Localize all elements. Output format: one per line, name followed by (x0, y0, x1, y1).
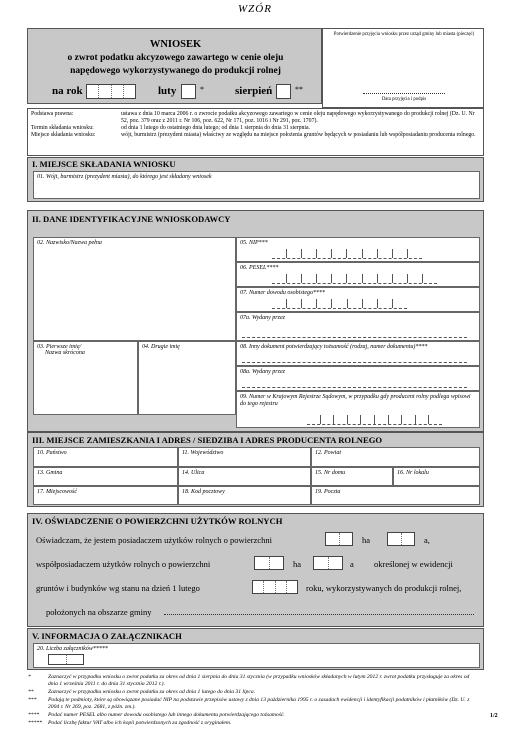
field-07a-line (242, 328, 467, 338)
section-3-title: III. MIEJSCE ZAMIESZKANIA I ADRES / SIEDZIBA I ADRES PRODUCENTA ROLNEGO (32, 435, 383, 445)
field-05-nip[interactable] (236, 237, 480, 262)
statement-line-2b: określonej w ewidencji (374, 559, 453, 569)
stamp-caption: Potwierdzenie przyjęcia wniosku przez urząd gminy lub miasta (pieczęć) (333, 32, 475, 37)
field-14-street[interactable] (178, 467, 311, 486)
stamp-dots (363, 93, 445, 94)
stamp-box (322, 28, 484, 108)
field-07-label: 07. Numer dowodu osobistego**** (240, 290, 326, 296)
statement-line-2: współposiadaczem użytków rolnych o powierzchni (36, 559, 211, 569)
owned-area-ha[interactable] (325, 532, 353, 546)
field-07a-issued-by[interactable] (236, 312, 480, 341)
field-02-label: 02. Nazwisko/Nazwa pełna (37, 240, 102, 246)
february-label: luty (158, 85, 177, 97)
coowned-ha-label: ha (293, 559, 302, 569)
statement-line-3b: roku, wykorzystywanych do produkcji rolnej, (306, 583, 462, 593)
form-title: WNIOSEK (149, 39, 202, 50)
footnote-5: Podać liczbę faktur VAT albo ich kopii potwierdzonych za zgodność z oryginałem. (48, 720, 232, 726)
february-checkbox[interactable] (181, 84, 196, 99)
field-05-boxes (272, 249, 422, 259)
field-11-voivodeship[interactable] (178, 447, 311, 467)
field-04-label: 04. Drugie imię (142, 344, 180, 350)
field-20-boxes (48, 654, 84, 665)
deadline-text: od dnia 1 lutego do ostatniego dnia lutego; od dnia 1 sierpnia do dnia 31 sierpnia. (121, 125, 311, 131)
form-subtitle-1: o zwrot podatku akcyzowego zawartego w cenie oleju (67, 53, 284, 63)
field-15-label: 15. Nr domu (315, 470, 346, 476)
field-06-boxes (272, 274, 437, 284)
field-13-label: 13. Gmina (37, 470, 63, 476)
field-01-municipality[interactable] (33, 171, 480, 199)
field-07-id-number[interactable] (236, 287, 480, 312)
field-11-label: 11. Województwo (182, 450, 224, 456)
field-17-label: 17. Miejscowość (37, 489, 77, 495)
field-08a-label: 08a. Wydany przez (240, 369, 285, 375)
owned-ha-label: ha (362, 535, 371, 545)
field-19-label: 19. Poczta (315, 489, 341, 495)
august-star: ** (295, 85, 303, 94)
field-07a-label: 07a. Wydany przez (240, 315, 285, 321)
field-09-boxes (307, 415, 442, 425)
statement-line-4: położonych na obszarze gminy (46, 607, 152, 617)
field-12-label: 12. Powiat (315, 450, 342, 456)
title-block (27, 28, 322, 104)
field-06-pesel[interactable] (236, 262, 480, 287)
field-08-other-document[interactable] (236, 341, 480, 366)
field-17-locality[interactable] (33, 486, 178, 505)
place-label: Miejsce składania wniosku: (31, 132, 96, 138)
section-1-title: I. MIEJSCE SKŁADANIA WNIOSKU (32, 159, 176, 169)
section-2 (27, 210, 484, 432)
field-06-label: 06. PESEL**** (240, 265, 279, 271)
field-19-post-office[interactable] (311, 486, 480, 505)
field-03-label-a: 03. Pierwsze imię/ (37, 344, 82, 350)
coowned-area-ha[interactable] (254, 556, 284, 570)
field-09-label: 09. Numer w Krajowym Rejestrze Sądowym, w przypadku gdy producent rolny podlega wpisowi do tego rejestru (240, 394, 471, 407)
place-text: wójt, burmistrz (prezydent miasta) właściwy ze względu na miejsce położenia gruntów będących w posiadaniu lub współposiadaniu producenta rolnego. (121, 132, 476, 138)
field-08-label: 08. Inny dokument potwierdzający tożsamość (rodzaj, numer dokumentu)**** (240, 344, 428, 350)
field-08a-line (242, 378, 467, 388)
field-15-house-number[interactable] (311, 467, 393, 486)
field-07-boxes (272, 299, 407, 309)
municipality-line[interactable] (164, 614, 474, 615)
field-16-apartment-number[interactable] (393, 467, 480, 486)
field-03-label-b: Nazwa skrócona (45, 350, 85, 356)
field-20-attachments[interactable] (33, 643, 480, 668)
footnote-3-mark: *** (28, 697, 37, 703)
section-4-title: IV. OŚWIADCZENIE O POWIERZCHNI UŻYTKÓW ROLNYCH (32, 516, 283, 526)
register-year[interactable] (252, 580, 298, 594)
coowned-a-label: a (350, 559, 354, 569)
field-14-label: 14. Ulica (182, 470, 205, 476)
section-2-title: II. DANE IDENTYFIKACYJNE WNIOSKODAWCY (32, 214, 231, 224)
august-checkbox[interactable] (276, 84, 291, 99)
august-label: sierpień (235, 85, 273, 97)
field-10-label: 10. Państwo (37, 450, 67, 456)
legal-basis-text: ustawa z dnia 10 marca 2006 r. o zwrocie podatku akcyzowego zawartego w cenie oleju napędowego wykorzystywanego do produkcji rolnej (Dz. U. Nr 52, poz. 379 oraz z 2011 r. Nr 106, poz. 622, Nr 171, poz. 1016 i Nr 291, poz. 1707). (121, 111, 475, 124)
statement-line-1: Oświadczam, że jestem posiadaczem użytków rolnych o powierzchni (36, 535, 273, 545)
coowned-area-a[interactable] (313, 556, 343, 570)
footnote-1-mark: * (28, 674, 31, 680)
field-10-country[interactable] (33, 447, 178, 467)
section-4 (27, 513, 484, 627)
footnote-2-mark: ** (28, 689, 34, 695)
field-08a-issued-by[interactable] (236, 366, 480, 391)
field-16-label: 16. Nr lokalu (397, 470, 429, 476)
section-5-title: V. INFORMACJA O ZAŁĄCZNIKACH (32, 631, 182, 641)
deadline-label: Termin składania wniosku: (31, 125, 94, 131)
owned-area-a[interactable] (387, 532, 415, 546)
form-subtitle-2: napędowego wykorzystywanego do produkcji rolnej (70, 66, 281, 76)
field-09-krs[interactable] (236, 391, 480, 428)
field-08-line (242, 353, 467, 363)
year-input[interactable] (86, 84, 136, 99)
wzor-label: WZÓR (238, 3, 272, 15)
field-05-label: 05. NIP*** (240, 240, 268, 246)
field-03-first-name[interactable] (33, 341, 138, 415)
field-18-postal-code[interactable] (178, 486, 311, 505)
legal-basis-label: Podstawa prawna: (31, 111, 74, 117)
field-13-municipality[interactable] (33, 467, 178, 486)
section-5 (27, 628, 484, 670)
footnote-5-mark: ***** (28, 720, 42, 726)
field-20-label: 20. Liczba załączników***** (37, 646, 108, 652)
owned-a-label: a, (424, 535, 430, 545)
february-star: * (200, 85, 204, 94)
section-3 (27, 432, 484, 507)
legal-info (27, 108, 484, 156)
footnote-3: Podają te podmioty, które są obowiązane posiadać NIP na podstawie przepisów ustawy z dnia 13 października 1995 r. o zasadach ewidencji i identyfikacji podatników i płatników (Dz. U. z 2004 r. Nr 269, poz. 2681, z późn. zm.). (48, 697, 470, 710)
page-number: 1/2 (490, 713, 498, 719)
footnote-4-mark: **** (28, 712, 40, 718)
field-02-name[interactable] (33, 237, 236, 341)
statement-line-3: gruntów i budynków wg stanu na dzień 1 lutego (36, 583, 200, 593)
stamp-date-caption: Data przyjęcia i podpis (381, 97, 427, 102)
field-12-county[interactable] (311, 447, 480, 467)
section-1 (27, 157, 484, 202)
year-label: na rok (52, 85, 83, 97)
footnote-1: Zaznaczyć w przypadku wniosku o zwrot podatku za okres od dnia 1 sierpnia do dnia 31 stycznia (w przypadku wniosków składanych w lutym 2012 r. zwrot podatku przysługuje za okres od dnia 1 września 2011 r. do dnia 31 stycznia 2012 r.). (48, 674, 470, 687)
footnote-4: Podać numer PESEL albo numer dowodu osobistego lub innego dokumentu potwierdzającego tożsamość. (48, 712, 285, 718)
field-18-label: 18. Kod pocztowy (182, 489, 225, 495)
field-04-second-name[interactable] (138, 341, 236, 415)
field-01-label: 01. Wójt, burmistrz (prezydent miasta), do którego jest składany wniosek (37, 174, 212, 180)
footnote-2: Zaznaczyć w przypadku wniosku o zwrot podatku za okres od dnia 1 lutego do dnia 31 lipca. (48, 689, 256, 695)
